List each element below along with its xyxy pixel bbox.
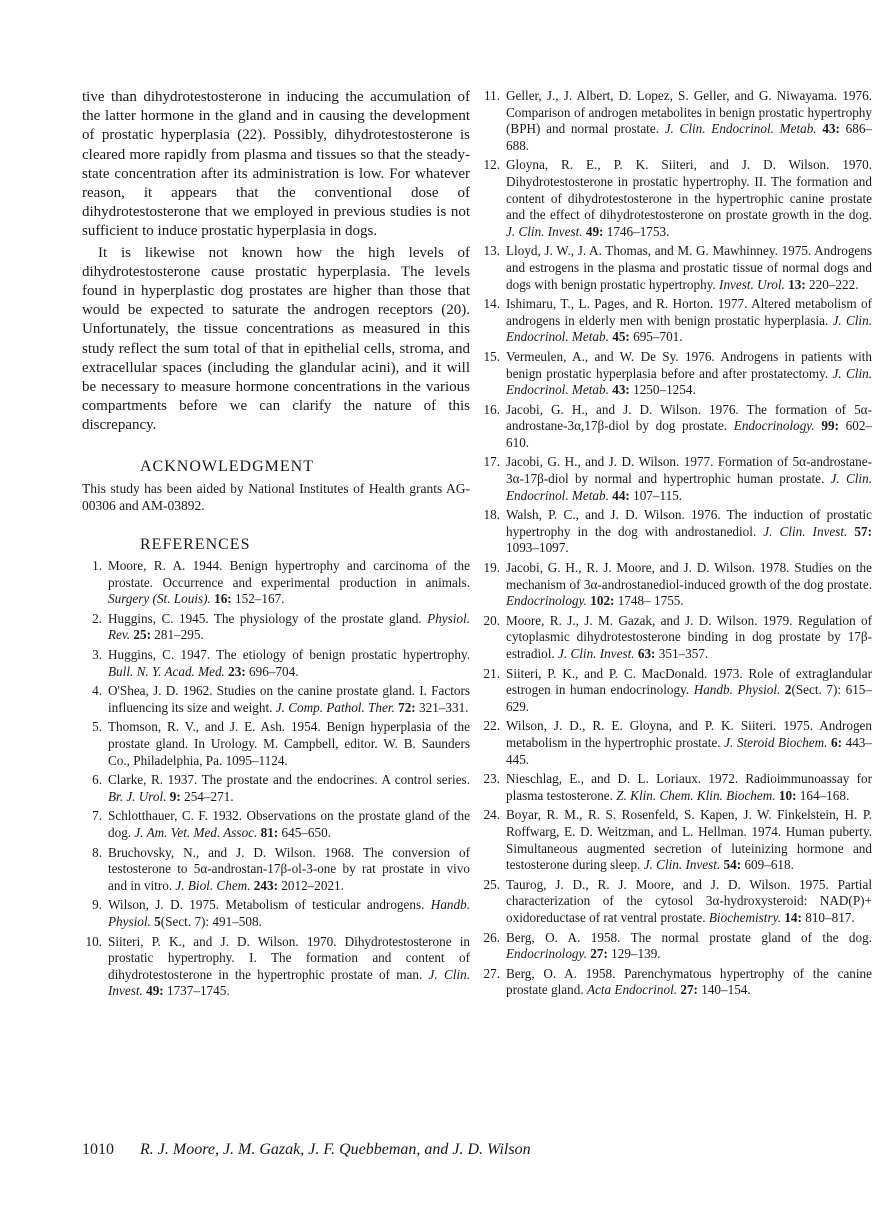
reference-number: 22. <box>483 718 500 734</box>
acknowledgment-text: This study has been aided by National Institutes of Health grants AG-00306 and AM-03892. <box>82 480 470 513</box>
page-footer <box>82 1141 531 1159</box>
reference-text: Siiteri, P. K., and J. D. Wilson. 1970. Dihydrotestosterone in prostatic hypertrophy. I. The formation and content of dihydrotestosterone in the hypertrophic prostate of man. J. Clin. Invest. 49: 1737–1745. <box>108 933 470 999</box>
volume: 27: <box>590 946 608 962</box>
volume: 49: <box>585 223 604 239</box>
volume: 44: <box>612 487 630 503</box>
reference-item <box>82 808 470 841</box>
reference-item <box>480 666 872 716</box>
right-column <box>480 88 872 1002</box>
body-paragraph: tive than dihydrotestosterone in inducing the accumulation of the latter hormone in the gland and in causing the development of prostatic hyperplasia (22). Possibly, dihydrotestosterone is cleared more rapidly from plasma and tissues so that the steady-state concentration after its administration is low. For whatever reason, it appears that the conventional dose of dihydrotestosterone that we employed in previous studies is not sufficient to induce prostatic hyperplasia in dogs. <box>82 89 470 240</box>
reference-number: 11. <box>484 88 500 103</box>
body-paragraph: It is likewise not known how the high levels of dihydrotestosterone cause prostatic hyperplasia. The levels found in hyperplastic dog prostates are higher than those that would be expected to saturate the androgen receptors (20). Unfortunately, the tissue concentrations as measured in this study reflect the sum total of that in epithelial cells, stroma, and extracellular spaces (including the glandular acini), and it will be necessary to measure hormone concentrations in the various compartments before we can clarify the nature of this discrepancy. <box>82 244 470 434</box>
reference-item <box>480 877 872 927</box>
reference-item <box>480 966 872 999</box>
journal-name: Handb. Physiol. <box>108 897 470 929</box>
journal-name: Acta Endocrinol. <box>586 982 681 998</box>
journal-name: Invest. Urol. <box>719 276 789 292</box>
reference-text: Ishimaru, T., L. Pages, and R. Horton. 1977. Altered metabolism of androgens in elderly men with benign prostatic hyperplasia. J. Clin. Endocrinol. Metab. 45: 695–701. <box>506 296 872 345</box>
reference-text: Clarke, R. 1937. The prostate and the endocrines. A control series. Br. J. Urol. 9: 254–271. <box>108 772 470 804</box>
reference-text: Wilson, J. D. 1975. Metabolism of testicular androgens. Handb. Physiol. 5(Sect. 7): 491–508. <box>108 897 470 929</box>
volume: 23: <box>228 663 246 679</box>
volume: 43: <box>822 121 840 137</box>
volume: 99: <box>821 418 839 434</box>
reference-number: 6. <box>92 772 102 788</box>
reference-item <box>82 558 470 608</box>
reference-item <box>480 613 872 663</box>
journal-name: J. Am. Vet. Med. Assoc. <box>134 824 261 840</box>
reference-number: 23. <box>483 771 500 787</box>
reference-item <box>82 683 470 716</box>
journal-name: J. Clin. Endocrinol. Metab. <box>506 471 872 503</box>
reference-number: 12. <box>483 157 500 173</box>
journal-name: J. Clin. Endocrinol. Metab. <box>664 121 823 137</box>
journal-name: Endocrinology. <box>506 946 591 962</box>
reference-number: 10. <box>85 933 102 949</box>
volume: 2 <box>784 682 792 698</box>
volume: 54: <box>723 857 742 873</box>
volume: 63: <box>637 646 656 661</box>
journal-name: Physiol. Rev. <box>108 610 470 643</box>
reference-item <box>82 845 470 895</box>
journal-name: J. Clin. Invest. <box>643 857 724 873</box>
reference-item <box>480 243 872 293</box>
journal-name: Endocrinology. <box>506 593 591 609</box>
reference-number: 24. <box>483 807 500 823</box>
reference-text: Vermeulen, A., and W. De Sy. 1976. Androgens in patients with benign prostatic hyperplasia before and after prostatectomy. J. Clin. Endocrinol. Metab. 43: 1250–1254. <box>506 348 873 398</box>
reference-item <box>82 611 470 644</box>
journal-name: Bull. N. Y. Acad. Med. <box>108 663 229 679</box>
reference-number: 3. <box>92 647 102 663</box>
journal-name: J. Clin. Invest. <box>506 223 586 239</box>
volume: 14: <box>784 909 802 925</box>
reference-number: 25. <box>483 876 500 892</box>
reference-number: 27. <box>483 965 500 981</box>
reference-text: Bruchovsky, N., and J. D. Wilson. 1968. The conversion of testosterone to 5α-androstan-17β-ol-3-one by rat prostate in vivo and in vitro. J. Biol. Chem. 243: 2012–2021. <box>108 844 470 893</box>
reference-text: Walsh, P. C., and J. D. Wilson. 1976. The induction of prostatic hypertrophy in the dog with androstanediol. J. Clin. Invest. 57: 1093–1097. <box>506 507 872 556</box>
reference-item <box>82 719 470 769</box>
volume: 72: <box>398 699 416 715</box>
reference-text: Berg, O. A. 1958. Parenchymatous hypertrophy of the canine prostate gland. Acta Endocrinol. 27: 140–154. <box>506 965 872 998</box>
volume: 25: <box>133 627 151 643</box>
reference-item <box>480 88 872 154</box>
reference-item <box>480 157 872 240</box>
reference-number: 16. <box>483 401 500 417</box>
volume: 16: <box>214 591 232 607</box>
reference-text: Nieschlag, E., and D. L. Loriaux. 1972. Radioimmunoassay for plasma testosterone. Z. Klin. Chem. Klin. Biochem. 10: 164–168. <box>506 771 872 803</box>
reference-text: Jacobi, G. H., and J. D. Wilson. 1977. Formation of 5α-androstane-3α-17β-diol by normal and hypertrophic human prostate. J. Clin. Endocrinol. Metab. 44: 107–115. <box>506 454 872 503</box>
reference-number: 14. <box>483 296 500 312</box>
reference-item <box>480 507 872 557</box>
reference-number: 8. <box>92 844 102 860</box>
reference-text: O'Shea, J. D. 1962. Studies on the canine prostate gland. I. Factors influencing its size and weight. J. Comp. Pathol. Ther. 72: 321–331. <box>108 683 470 715</box>
reference-number: 9. <box>92 897 102 913</box>
reference-number: 5. <box>92 719 102 735</box>
volume: 243: <box>253 877 278 893</box>
reference-number: 20. <box>483 612 500 628</box>
reference-item <box>480 930 872 963</box>
volume: 5 <box>154 913 161 929</box>
acknowledgment-heading: ACKNOWLEDGMENT <box>140 457 314 475</box>
journal-name: Z. Klin. Chem. Klin. Biochem. <box>616 787 779 803</box>
volume: 6: <box>831 734 843 750</box>
journal-name: J. Clin. Endocrinol. Metab. <box>506 312 872 345</box>
journal-name: J. Biol. Chem. <box>175 877 254 893</box>
reference-text: Huggins, C. 1945. The physiology of the prostate gland. Physiol. Rev. 25: 281–295. <box>108 610 470 643</box>
reference-item <box>480 296 872 346</box>
reference-item <box>82 897 470 930</box>
reference-number: 15. <box>483 348 500 364</box>
reference-text: Siiteri, P. K., and P. C. MacDonald. 1973. Role of extraglandular estrogen in human endocrinology. Handb. Physiol. 2(Sect. 7): 615–629. <box>506 665 872 714</box>
journal-name: Br. J. Urol. <box>108 788 170 804</box>
reference-text: Geller, J., J. Albert, D. Lopez, S. Geller, and G. Niwayama. 1976. Comparison of androgen metabolites in benign prostatic hypertrophy (BPH) and normal prostate. J. Clin. Endocrinol. Metab. 43: 686–688. <box>506 88 873 153</box>
reference-item <box>480 771 872 804</box>
reference-number: 1. <box>92 558 102 574</box>
journal-name: Surgery (St. Louis). <box>108 591 215 607</box>
reference-text: Huggins, C. 1947. The etiology of benign prostatic hypertrophy. Bull. N. Y. Acad. Med. 23: 696–704. <box>108 647 470 679</box>
running-authors: R. J. Moore, J. M. Gazak, J. F. Quebbeman, and J. D. Wilson <box>140 1141 531 1158</box>
journal-name: Handb. Physiol. <box>693 682 785 698</box>
volume: 43: <box>612 382 630 398</box>
reference-text: Jacobi, G. H., R. J. Moore, and J. D. Wilson. 1978. Studies on the mechanism of 3α-androstanediol-induced growth of the dog prostate. Endocrinology. 102: 1748– 1755. <box>506 560 872 609</box>
reference-text: Boyar, R. M., R. S. Rosenfeld, S. Kapen, J. W. Finkelstein, H. P. Roffwarg, E. D. Weitzman, and L. Hellman. 1974. Human puberty. Simultaneous augmented secretion of luteinizing hormone and testosterone during sleep. J. Clin. Invest. 54: 609–618. <box>506 807 872 873</box>
reference-text: Wilson, J. D., R. E. Gloyna, and P. K. Siiteri. 1975. Androgen metabolism in the hypertrophic prostate. J. Steroid Biochem. 6: 443–445. <box>506 718 872 767</box>
left-column <box>82 88 470 1003</box>
journal-name: J. Comp. Pathol. Ther. <box>275 699 399 715</box>
reference-text: Gloyna, R. E., P. K. Siiteri, and J. D. Wilson. 1970. Dihydrotestosterone in prostatic hypertrophy. II. The formation and content of dihydrotestosterone in the hypertrophic canine prostate and the effect of dihydrotestosterone on prostate growth in the dog. J. Clin. Invest. 49: 1746–1753. <box>506 157 872 239</box>
reference-number: 19. <box>483 560 500 576</box>
reference-number: 2. <box>92 610 102 626</box>
reference-item <box>480 560 872 610</box>
reference-item <box>480 454 872 504</box>
reference-number: 13. <box>483 243 500 259</box>
journal-name: J. Clin. Endocrinol. Metab. <box>506 365 873 398</box>
reference-number: 7. <box>92 808 102 824</box>
reference-text: Berg, O. A. 1958. The normal prostate gland of the dog. Endocrinology. 27: 129–139. <box>506 929 872 962</box>
volume: 45: <box>612 329 630 345</box>
journal-name: J. Clin. Invest. <box>558 646 638 661</box>
reference-item <box>480 402 872 452</box>
reference-number: 21. <box>483 665 500 681</box>
page-number: 1010 <box>82 1141 114 1158</box>
reference-text: Thomson, R. V., and J. E. Ash. 1954. Benign hyperplasia of the prostate gland. In Urology. M. Campbell, editor. W. B. Saunders Co., Philadelphia, Pa. 1095–1124. <box>108 719 470 768</box>
journal-name: Endocrinology. <box>733 418 822 434</box>
reference-text: Moore, R. A. 1944. Benign hypertrophy and carcinoma of the prostate. Occurrence and experimental production in animals. Surgery (St. Louis). 16: 152–167. <box>108 558 470 607</box>
reference-item <box>480 718 872 768</box>
reference-text: Taurog, J. D., R. J. Moore, and J. D. Wilson. 1975. Partial characterization of the cytosol 3α-hydroxysteroid: NAD(P)+ oxidoreductase of rat ventral prostate. Biochemistry. 14: 810–817. <box>506 876 872 925</box>
volume: 13: <box>788 276 806 292</box>
references-heading: REFERENCES <box>140 536 251 554</box>
references-list-right <box>480 88 872 999</box>
journal-name: J. Clin. Invest. <box>763 523 855 539</box>
journal-name: J. Clin. Invest. <box>108 966 470 999</box>
volume: 57: <box>854 523 872 539</box>
reference-text: Jacobi, G. H., and J. D. Wilson. 1976. The formation of 5α-androstane-3α,17β-diol by dog prostate. Endocrinology. 99: 602–610. <box>506 401 872 450</box>
volume: 102: <box>590 593 615 609</box>
reference-item <box>82 647 470 680</box>
reference-number: 4. <box>92 683 102 699</box>
reference-number: 26. <box>483 929 500 945</box>
volume: 27: <box>680 982 698 998</box>
reference-number: 17. <box>483 454 500 470</box>
reference-number: 18. <box>483 507 500 523</box>
reference-item <box>480 349 872 399</box>
reference-item <box>82 934 470 1000</box>
volume: 81: <box>260 824 279 840</box>
journal-name: Biochemistry. <box>708 909 785 925</box>
reference-text: Schlotthauer, C. F. 1932. Observations on the prostate gland of the dog. J. Am. Vet. Med. Assoc. 81: 645–650. <box>108 808 470 840</box>
volume: 10: <box>778 787 797 803</box>
journal-name: J. Steroid Biochem. <box>724 734 832 750</box>
reference-item <box>480 807 872 873</box>
references-list-left <box>82 558 470 1000</box>
reference-text: Lloyd, J. W., J. A. Thomas, and M. G. Mawhinney. 1975. Androgens and estrogens in the plasma and prostatic tissue of normal dogs and dogs with benign prostatic hypertrophy. Invest. Urol. 13: 220–222. <box>506 243 872 292</box>
volume: 49: <box>146 983 164 999</box>
reference-text: Moore, R. J., J. M. Gazak, and J. D. Wilson. 1979. Regulation of cytoplasmic dihydrotestosterone binding in dog prostate by 17β-estradiol. J. Clin. Invest. 63: 351–357. <box>506 612 872 661</box>
reference-item <box>82 772 470 805</box>
volume: 9: <box>169 788 181 804</box>
